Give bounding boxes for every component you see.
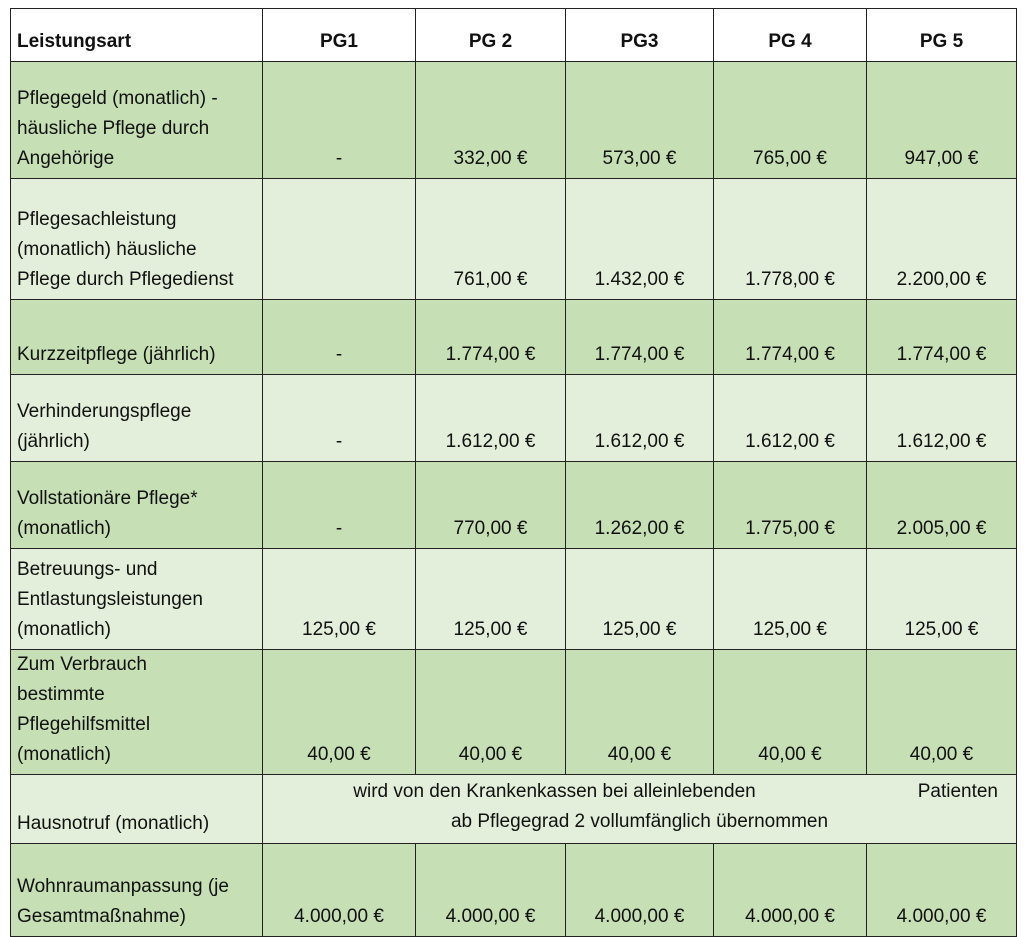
row-label: Pflegegeld (monatlich) - häusliche Pflege durch Angehörige xyxy=(11,62,263,179)
benefits-table xyxy=(10,8,1017,937)
row-label: Kurzzeitpflege (jährlich) xyxy=(11,300,263,375)
table-row-hausnotruf xyxy=(11,775,1017,844)
value-pg1: 40,00 € xyxy=(263,650,416,775)
value-pg2: 40,00 € xyxy=(416,650,566,775)
header-pg2: PG 2 xyxy=(416,9,566,62)
row-label: Verhinderungspflege (jährlich) xyxy=(11,375,263,462)
value-pg1: 125,00 € xyxy=(263,549,416,650)
value-pg4: 765,00 € xyxy=(714,62,867,179)
value-pg2: 761,00 € xyxy=(416,179,566,300)
header-pg1: PG1 xyxy=(263,9,416,62)
value-pg4: 125,00 € xyxy=(714,549,867,650)
table-row xyxy=(11,375,1017,462)
value-pg1: - xyxy=(263,300,416,375)
row-label: Betreuungs- und Entlastungsleistungen (monatlich) xyxy=(11,549,263,650)
value-pg5: 2.005,00 € xyxy=(867,462,1017,549)
header-pg4: PG 4 xyxy=(714,9,867,62)
value-pg5: 40,00 € xyxy=(867,650,1017,775)
value-pg2: 770,00 € xyxy=(416,462,566,549)
value-pg2: 4.000,00 € xyxy=(416,844,566,937)
hausnotruf-note xyxy=(263,775,1017,844)
table-row xyxy=(11,179,1017,300)
value-pg1 xyxy=(263,179,416,300)
value-pg3: 40,00 € xyxy=(566,650,714,775)
row-label: Hausnotruf (monatlich) xyxy=(11,775,263,844)
value-pg1: - xyxy=(263,462,416,549)
note-line2: ab Pflegegrad 2 vollumfänglich übernommen xyxy=(450,811,829,832)
value-pg5: 1.774,00 € xyxy=(867,300,1017,375)
value-pg4: 1.775,00 € xyxy=(714,462,867,549)
value-pg3: 125,00 € xyxy=(566,549,714,650)
value-pg3: 4.000,00 € xyxy=(566,844,714,937)
value-pg5: 2.200,00 € xyxy=(867,179,1017,300)
header-leistungsart: Leistungsart xyxy=(11,9,263,62)
table-row xyxy=(11,300,1017,375)
value-pg4: 1.612,00 € xyxy=(714,375,867,462)
value-pg5: 947,00 € xyxy=(867,62,1017,179)
row-label: Vollstationäre Pflege* (monatlich) xyxy=(11,462,263,549)
header-pg3: PG3 xyxy=(566,9,714,62)
table-row xyxy=(11,650,1017,775)
row-label: Wohnraumanpassung (je Gesamtmaßnahme) xyxy=(11,844,263,937)
value-pg2: 1.774,00 € xyxy=(416,300,566,375)
value-pg5: 4.000,00 € xyxy=(867,844,1017,937)
table-row xyxy=(11,462,1017,549)
value-pg3: 1.774,00 € xyxy=(566,300,714,375)
value-pg3: 1.612,00 € xyxy=(566,375,714,462)
value-pg4: 40,00 € xyxy=(714,650,867,775)
note-line1: wird von den Krankenkassen bei alleinlebenden xyxy=(353,781,756,802)
value-pg4: 1.774,00 € xyxy=(714,300,867,375)
value-pg3: 1.432,00 € xyxy=(566,179,714,300)
row-label: Pflegesachleistung (monatlich) häusliche Pflege durch Pflegedienst xyxy=(11,179,263,300)
table-row xyxy=(11,844,1017,937)
value-pg2: 332,00 € xyxy=(416,62,566,179)
table-row xyxy=(11,62,1017,179)
value-pg1: - xyxy=(263,62,416,179)
note-line1-end: Patienten xyxy=(917,781,998,802)
value-pg3: 573,00 € xyxy=(566,62,714,179)
value-pg4: 1.778,00 € xyxy=(714,179,867,300)
value-pg2: 1.612,00 € xyxy=(416,375,566,462)
value-pg4: 4.000,00 € xyxy=(714,844,867,937)
value-pg5: 1.612,00 € xyxy=(867,375,1017,462)
header-pg5: PG 5 xyxy=(867,9,1017,62)
value-pg5: 125,00 € xyxy=(867,549,1017,650)
row-label: Zum Verbrauch bestimmte Pflegehilfsmittel (monatlich) xyxy=(11,650,263,775)
value-pg1: 4.000,00 € xyxy=(263,844,416,937)
header-row xyxy=(11,9,1017,62)
value-pg2: 125,00 € xyxy=(416,549,566,650)
table-row xyxy=(11,549,1017,650)
value-pg1: - xyxy=(263,375,416,462)
value-pg3: 1.262,00 € xyxy=(566,462,714,549)
